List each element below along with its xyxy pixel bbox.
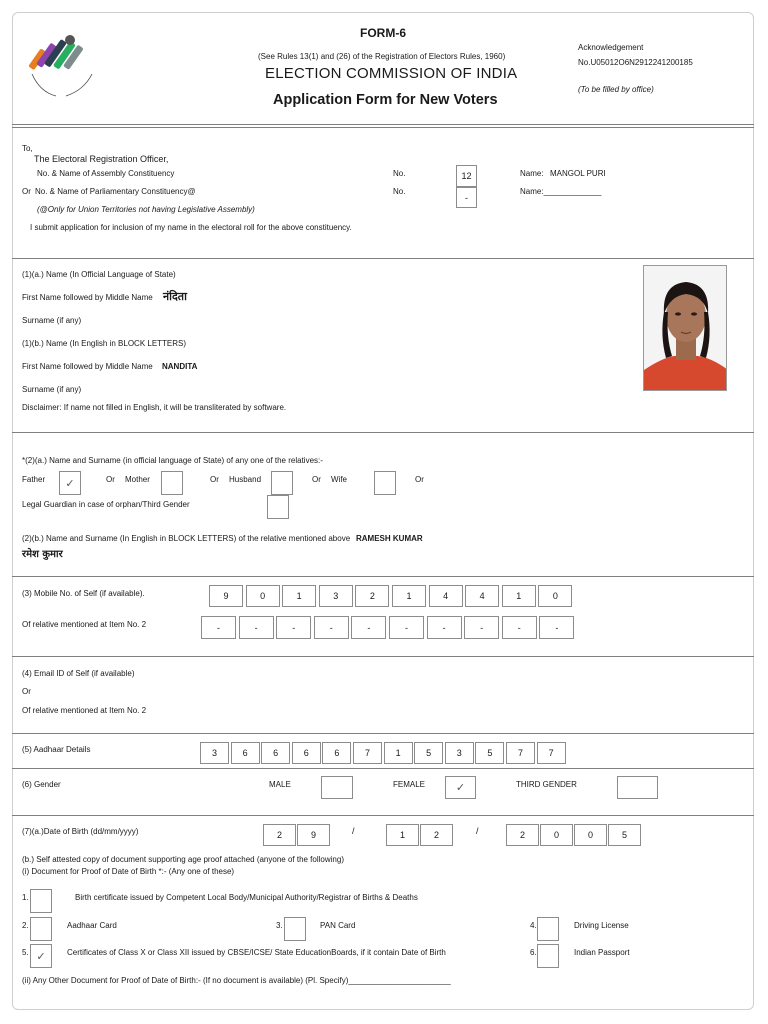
office-use-note: (To be filled by office)	[578, 85, 654, 94]
mobile-relative-digit-box[interactable]: -	[464, 616, 499, 639]
parliament-label: No. & Name of Parliamentary Constituency@	[35, 187, 196, 196]
dob-day-box[interactable]: 2	[263, 824, 296, 846]
aadhaar-digit-box[interactable]: 7	[537, 742, 566, 764]
mobile-relative-label: Of relative mentioned at Item No. 2	[22, 620, 147, 629]
transliteration-disclaimer: Disclaimer: If name not filled in English, it will be transliterated by software.	[22, 403, 287, 412]
mobile-digit-box[interactable]: 2	[355, 585, 389, 607]
third-gender-checkbox[interactable]	[617, 776, 658, 799]
applicant-photo	[643, 265, 727, 391]
aadhaar-digit-box[interactable]: 6	[292, 742, 321, 764]
aadhaar-digit-box[interactable]: 5	[475, 742, 504, 764]
doc-3-number: 3.	[276, 921, 283, 930]
aadhaar-digit-box[interactable]: 3	[445, 742, 474, 764]
mobile-digit-box[interactable]: 0	[538, 585, 572, 607]
name-english-heading: (1)(b.) Name (In English in BLOCK LETTERS)	[22, 339, 187, 348]
mobile-relative-digit-box[interactable]: -	[314, 616, 349, 639]
ut-note: (@Only for Union Territories not having Legislative Assembly)	[37, 205, 255, 214]
guardian-label: Legal Guardian in case of orphan/Third Gender	[22, 500, 190, 509]
mobile-digit-box[interactable]: 4	[465, 585, 499, 607]
doc-6-number: 6.	[530, 948, 537, 957]
date-separator: /	[352, 826, 355, 836]
assembly-name-label: Name:	[520, 169, 544, 178]
female-label: FEMALE	[393, 780, 426, 789]
mother-label: Mother	[125, 475, 150, 484]
mobile-self-label: (3) Mobile No. of Self (if available).	[22, 589, 145, 598]
dob-month-box[interactable]: 1	[386, 824, 419, 846]
mobile-digit-box[interactable]: 1	[282, 585, 316, 607]
mobile-digit-box[interactable]: 3	[319, 585, 353, 607]
mobile-relative-digit-box[interactable]: -	[239, 616, 274, 639]
officer-label: The Electoral Registration Officer,	[34, 154, 169, 164]
wife-label: Wife	[331, 475, 347, 484]
aadhaar-digit-box[interactable]: 6	[261, 742, 290, 764]
submit-statement: I submit application for inclusion of my name in the electoral roll for the above constituency.	[30, 223, 352, 232]
form-number: FORM-6	[360, 26, 406, 40]
wife-checkbox[interactable]	[374, 471, 396, 495]
relative-heading: *(2)(a.) Name and Surname (in official language of State) of any one of the relatives:-	[22, 456, 323, 465]
mobile-relative-digit-box[interactable]: -	[276, 616, 311, 639]
eci-logo	[26, 30, 96, 102]
aadhaar-digit-box[interactable]: 7	[353, 742, 382, 764]
assembly-no-label: No.	[393, 169, 406, 178]
assembly-label: No. & Name of Assembly Constituency	[37, 169, 175, 178]
mobile-relative-digit-box[interactable]: -	[201, 616, 236, 639]
aadhaar-digit-box[interactable]: 6	[322, 742, 351, 764]
dob-year-box[interactable]: 5	[608, 824, 641, 846]
pan-card-checkbox[interactable]	[284, 917, 306, 941]
aadhaar-card-label: Aadhaar Card	[67, 921, 117, 930]
female-checkbox[interactable]: ✓	[445, 776, 476, 799]
father-label: Father	[22, 475, 46, 484]
first-name-label: First Name followed by Middle Name	[22, 293, 153, 302]
aadhaar-digit-box[interactable]: 7	[506, 742, 535, 764]
husband-label: Husband	[229, 475, 262, 484]
first-name-english-label: First Name followed by Middle Name	[22, 362, 153, 371]
application-title: Application Form for New Voters	[273, 92, 498, 108]
relative-official-name[interactable]: रमेश कुमार	[22, 549, 63, 560]
mobile-relative-digit-box[interactable]: -	[389, 616, 424, 639]
section-divider	[12, 432, 754, 433]
section-divider	[12, 656, 754, 657]
first-name-english-value[interactable]: NANDITA	[162, 362, 198, 371]
acknowledgement-number: No.U05012O6N2912241200185	[578, 58, 693, 67]
or-label: Or	[106, 475, 115, 484]
or-label: Or	[22, 687, 31, 696]
proof-subheading: (i) Document for Proof of Date of Birth *:- (Any one of these)	[22, 867, 235, 876]
surname-label: Surname (if any)	[22, 316, 82, 325]
pan-card-label: PAN Card	[320, 921, 356, 930]
birth-certificate-label: Birth certificate issued by Competent Local Body/Municipal Authority/Registrar of Births & Deaths	[75, 893, 418, 902]
section-divider	[12, 733, 754, 734]
date-separator: /	[476, 826, 479, 836]
birth-certificate-checkbox[interactable]	[30, 889, 52, 913]
dob-year-box[interactable]: 2	[506, 824, 539, 846]
third-gender-label: THIRD GENDER	[516, 780, 577, 789]
header-divider	[12, 124, 754, 125]
header-divider-2	[12, 127, 754, 128]
or-label: Or	[312, 475, 321, 484]
parliament-name-field[interactable]: Name:_____________	[520, 187, 602, 196]
mobile-digit-box[interactable]: 1	[392, 585, 426, 607]
parliament-no-label: No.	[393, 187, 406, 196]
husband-checkbox[interactable]	[271, 471, 293, 495]
guardian-checkbox[interactable]	[267, 495, 289, 519]
dob-day-box[interactable]: 9	[297, 824, 330, 846]
or-label: Or	[415, 475, 424, 484]
driving-license-label: Driving License	[574, 921, 629, 930]
doc-2-number: 2.	[22, 921, 29, 930]
passport-checkbox[interactable]	[537, 944, 559, 968]
email-self-label: (4) Email ID of Self (if available)	[22, 669, 135, 678]
surname-english-label: Surname (if any)	[22, 385, 82, 394]
mobile-digit-box[interactable]: 1	[502, 585, 536, 607]
class-certificate-checkbox[interactable]: ✓	[30, 944, 52, 968]
first-name-official-value[interactable]: नंदिता	[163, 290, 187, 303]
acknowledgement-label: Acknowledgement	[578, 43, 644, 52]
dob-year-box[interactable]: 0	[574, 824, 607, 846]
proof-heading: (b.) Self attested copy of document supporting age proof attached (anyone of the following)	[22, 855, 344, 864]
aadhaar-card-checkbox[interactable]	[30, 917, 52, 941]
or-label: Or	[210, 475, 219, 484]
aadhaar-digit-box[interactable]: 5	[414, 742, 443, 764]
mobile-relative-digit-box[interactable]: -	[351, 616, 386, 639]
other-document-field[interactable]: (ii) Any Other Document for Proof of Date of Birth:- (If no document is available) (Pl. Specify)_______________________	[22, 976, 451, 985]
mother-checkbox[interactable]	[161, 471, 183, 495]
male-label: MALE	[269, 780, 291, 789]
aadhaar-digit-box[interactable]: 1	[384, 742, 413, 764]
aadhaar-label: (5) Aadhaar Details	[22, 745, 91, 754]
section-divider	[12, 576, 754, 577]
mobile-digit-box[interactable]: 4	[429, 585, 463, 607]
name-official-heading: (1)(a.) Name (In Official Language of State)	[22, 270, 176, 279]
dob-year-box[interactable]: 0	[540, 824, 573, 846]
parliament-no-field[interactable]: -	[456, 187, 477, 208]
doc-1-number: 1.	[22, 893, 29, 902]
rules-reference: (See Rules 13(1) and (26) of the Registration of Electors Rules, 1960)	[258, 52, 506, 61]
mobile-relative-digit-box[interactable]: -	[539, 616, 574, 639]
aadhaar-digit-box[interactable]: 6	[231, 742, 260, 764]
relative-english-heading: (2)(b.) Name and Surname (In English in BLOCK LETTERS) of the relative mentioned above	[22, 534, 351, 543]
to-label: To,	[22, 144, 33, 153]
email-relative-label: Of relative mentioned at Item No. 2	[22, 706, 147, 715]
gender-label: (6) Gender	[22, 780, 61, 789]
section-divider	[12, 768, 754, 769]
class-certificate-label: Certificates of Class X or Class XII issued by CBSE/ICSE/ State EducationBoards, if it contain Date of Birth	[67, 948, 446, 957]
section-divider	[12, 258, 754, 259]
assembly-name-value: MANGOL PURI	[550, 169, 606, 178]
relative-english-name[interactable]: RAMESH KUMAR	[356, 534, 423, 543]
male-checkbox[interactable]	[321, 776, 353, 799]
aadhaar-digit-box[interactable]: 3	[200, 742, 229, 764]
dob-month-box[interactable]: 2	[420, 824, 453, 846]
mobile-relative-digit-box[interactable]: -	[502, 616, 537, 639]
mobile-digit-box[interactable]: 9	[209, 585, 243, 607]
mobile-digit-box[interactable]: 0	[246, 585, 280, 607]
dob-label: (7)(a.)Date of Birth (dd/mm/yyyy)	[22, 827, 139, 836]
father-checkbox[interactable]: ✓	[59, 471, 81, 495]
mobile-relative-digit-box[interactable]: -	[427, 616, 462, 639]
passport-label: Indian Passport	[574, 948, 630, 957]
commission-title: ELECTION COMMISSION OF INDIA	[265, 65, 518, 82]
driving-license-checkbox[interactable]	[537, 917, 559, 941]
doc-5-number: 5.	[22, 948, 29, 957]
or-label: Or	[22, 187, 31, 196]
section-divider	[12, 815, 754, 816]
doc-4-number: 4.	[530, 921, 537, 930]
assembly-no-field[interactable]: 12	[456, 165, 477, 187]
